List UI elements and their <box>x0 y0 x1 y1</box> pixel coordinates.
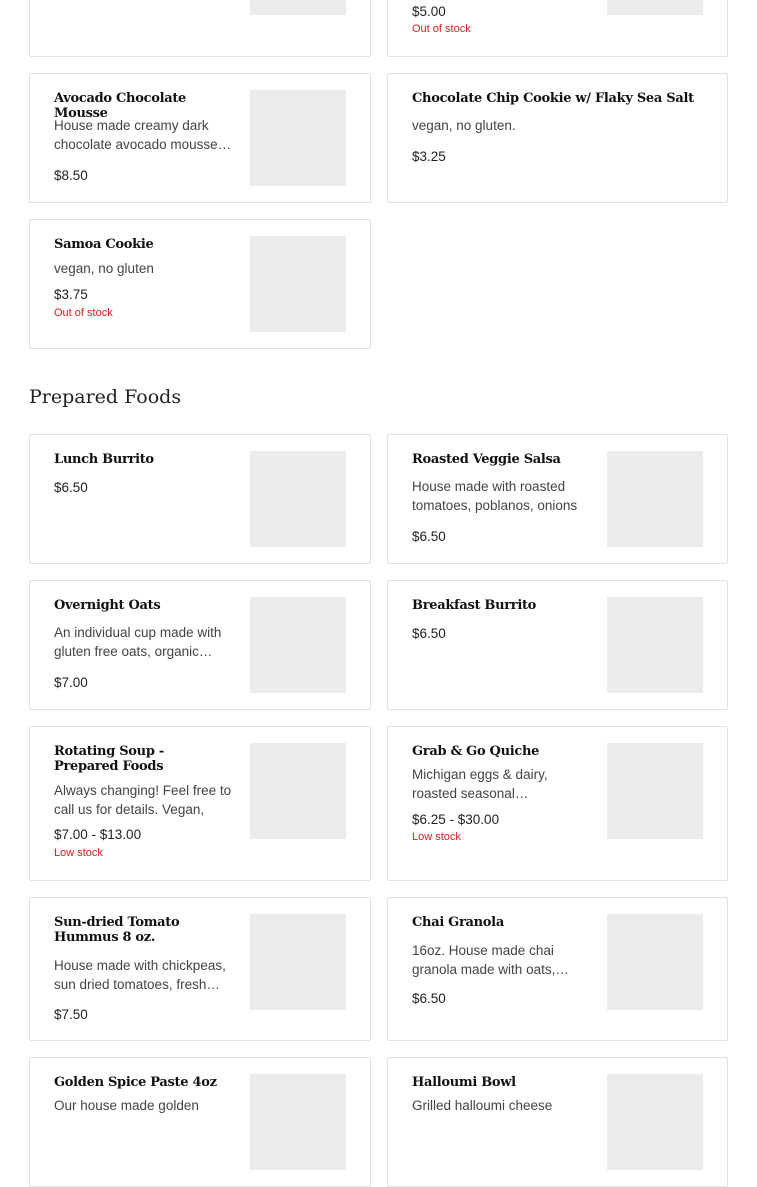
item-image <box>250 90 346 186</box>
item-price: $6.50 <box>412 529 446 544</box>
item-name: Sun-dried Tomato Hummus 8 oz. <box>54 915 180 945</box>
menu-item-card[interactable] <box>387 73 728 203</box>
item-price: $7.50 <box>54 1007 88 1022</box>
stock-status: Low stock <box>412 831 461 843</box>
item-image <box>607 0 703 15</box>
menu-item-card[interactable] <box>29 1057 371 1187</box>
menu-item-card[interactable] <box>387 0 728 57</box>
item-description: Michigan eggs & dairy, roasted seasonal <box>412 767 548 801</box>
menu-item-card[interactable] <box>387 580 728 710</box>
item-image <box>250 914 346 1010</box>
item-name: Lunch Burrito <box>54 452 154 467</box>
item-image <box>607 914 703 1010</box>
stock-status: Low stock <box>54 847 103 859</box>
item-description: Grilled halloumi cheese <box>412 1098 553 1113</box>
stock-status: Out of stock <box>54 307 113 319</box>
section-title: Prepared Foods <box>29 386 182 408</box>
item-description: House made with roasted tomatoes, poblanos, onions <box>412 479 578 513</box>
item-name: Roasted Veggie Salsa <box>412 452 561 467</box>
item-description: House made with chickpeas, sun dried tomatoes, fresh <box>54 958 226 992</box>
menu-item-card[interactable] <box>29 580 371 710</box>
item-name: Chocolate Chip Cookie w/ Flaky Sea Salt <box>412 91 694 106</box>
item-name: Breakfast Burrito <box>412 598 537 613</box>
item-image <box>607 451 703 547</box>
menu-item-card[interactable] <box>29 897 371 1041</box>
item-price: $6.50 <box>54 480 88 495</box>
menu-item-card[interactable] <box>29 0 371 57</box>
item-price: $6.50 <box>412 991 446 1006</box>
item-image <box>250 236 346 332</box>
item-price: $8.50 <box>54 168 88 183</box>
item-name: Avocado Chocolate Mousse <box>54 91 187 121</box>
menu-item-card[interactable] <box>387 726 728 881</box>
item-price: $3.25 <box>412 149 446 164</box>
item-name: Chai Granola <box>412 915 504 930</box>
menu-item-card[interactable] <box>387 1057 728 1187</box>
menu-item-card[interactable] <box>29 73 371 203</box>
item-description: An individual cup made with gluten free oats, organic <box>54 625 222 659</box>
item-name: Golden Spice Paste 4oz <box>54 1075 217 1090</box>
item-image <box>250 1074 346 1170</box>
item-price: $6.50 <box>412 626 446 641</box>
item-description: vegan, no gluten <box>54 261 154 276</box>
item-name: Grab & Go Quiche <box>412 744 540 759</box>
stock-status: Out of stock <box>412 23 471 35</box>
item-image <box>250 451 346 547</box>
item-image <box>250 743 346 839</box>
item-name: Halloumi Bowl <box>412 1075 516 1090</box>
item-image <box>250 597 346 693</box>
menu-item-card[interactable] <box>387 897 728 1041</box>
item-name: Rotating Soup - Prepared Foods <box>54 744 164 774</box>
item-image <box>607 597 703 693</box>
menu-item-card[interactable] <box>387 434 728 564</box>
item-name: Overnight Oats <box>54 598 161 613</box>
menu-item-card[interactable] <box>29 219 371 349</box>
item-price: $7.00 - $13.00 <box>54 827 142 842</box>
item-name: Samoa Cookie <box>54 237 154 252</box>
item-image <box>250 0 346 15</box>
item-description: vegan, no gluten. <box>412 118 516 133</box>
item-price: $7.00 <box>54 675 88 690</box>
menu-item-card[interactable] <box>29 434 371 564</box>
item-description: Our house made golden <box>54 1098 199 1113</box>
item-image <box>607 1074 703 1170</box>
item-description: Always changing! Feel free to call us for details. Vegan, <box>54 783 232 817</box>
item-price: $3.75 <box>54 287 88 302</box>
item-image <box>607 743 703 839</box>
item-price: $5.00 <box>412 4 446 19</box>
item-description: House made creamy dark chocolate avocado mousse <box>54 118 218 152</box>
menu-item-card[interactable] <box>29 726 371 881</box>
item-price: $6.25 - $30.00 <box>412 812 500 827</box>
item-description: 16oz. House made chai granola made with oats, <box>412 943 556 977</box>
